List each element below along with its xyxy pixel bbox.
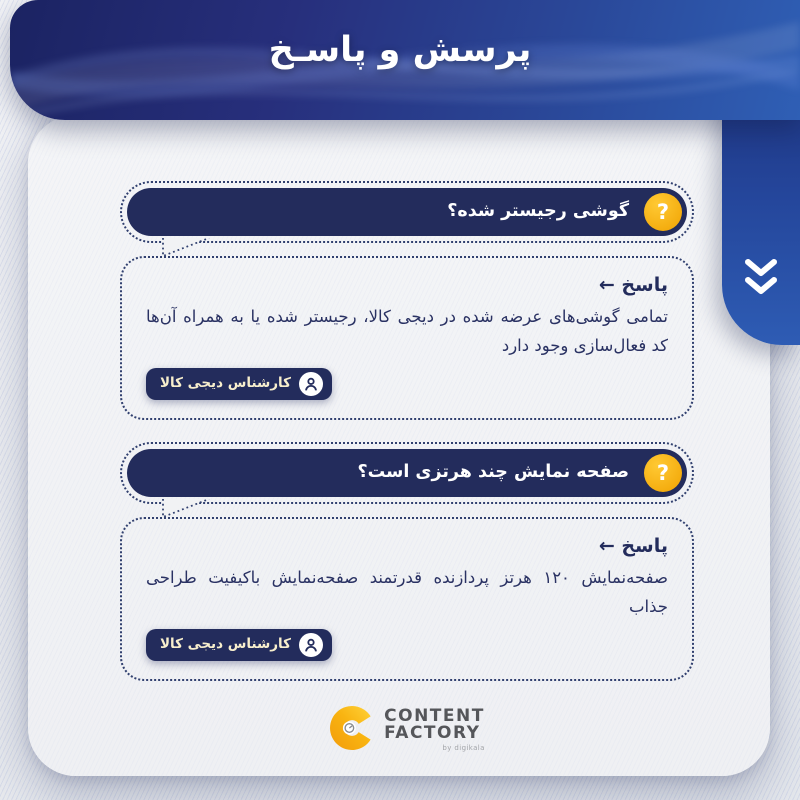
qa-card <box>28 115 770 776</box>
expert-badge <box>146 629 332 661</box>
question-text: صفحه نمایش چند هرتزی است؟ <box>357 462 629 482</box>
logo-line2: FACTORY <box>384 722 481 743</box>
speech-bubble-tail <box>160 238 212 264</box>
qa-block-1 <box>120 181 694 420</box>
question-mark-icon: ? <box>644 193 682 231</box>
question-pill <box>127 449 687 497</box>
question-pill <box>127 188 687 236</box>
double-chevron-down-icon <box>743 258 779 304</box>
content-factory-logo <box>120 705 694 755</box>
qa-block-2 <box>120 442 694 681</box>
answer-box <box>120 517 694 681</box>
expert-badge-label: کارشناس دیجی کالا <box>160 375 291 391</box>
answer-box <box>120 256 694 420</box>
person-icon <box>299 372 323 396</box>
letter-c-camera-icon <box>329 705 375 755</box>
expert-badge <box>146 368 332 400</box>
speech-bubble-tail <box>160 499 212 525</box>
question-mark-icon: ? <box>644 454 682 492</box>
person-icon <box>299 633 323 657</box>
answer-text: تمامی گوشی‌های عرضه شده در دیجی کالا، رجیستر شده یا به همراه آن‌ها کد فعال‌سازی وجود دارد <box>146 307 668 355</box>
answer-label: پاسخ ← <box>598 535 668 557</box>
question-bubble <box>120 181 694 243</box>
page-title: پرسش و پاسـخ <box>268 30 532 70</box>
question-text: گوشی رجیستر شده؟ <box>447 201 629 221</box>
header-banner <box>10 0 800 120</box>
answer-text: صفحه‌نمایش ۱۲۰ هرتز پردازنده قدرتمند صفحه‌نمایش باکیفیت طراحی جذاب <box>146 568 669 616</box>
spacer <box>120 420 694 442</box>
logo-byline: by digikala <box>442 744 485 753</box>
answer-label: پاسخ ← <box>598 274 668 296</box>
expert-badge-label: کارشناس دیجی کالا <box>160 636 291 652</box>
question-bubble <box>120 442 694 504</box>
logo-line1: CONTENT <box>384 705 485 726</box>
